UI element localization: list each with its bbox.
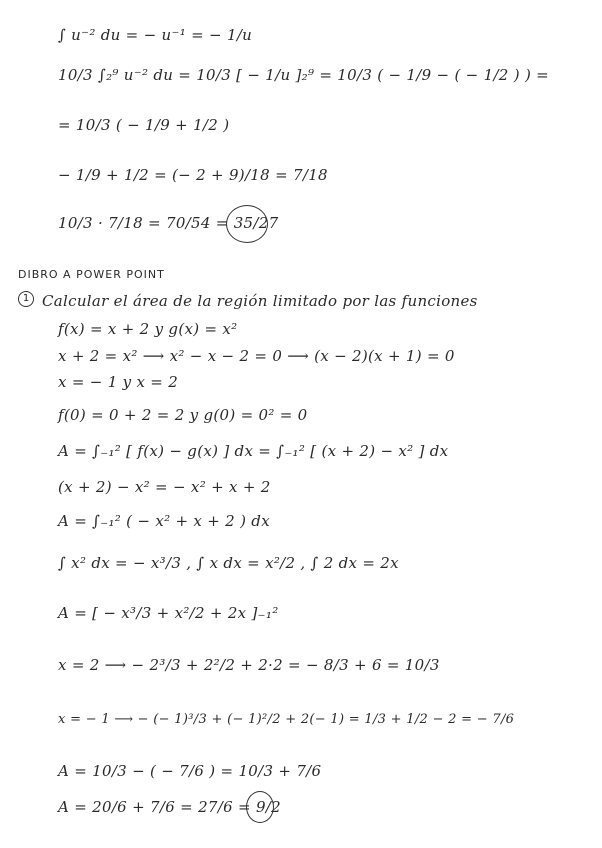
line-area-primitive: A = [ − x³/3 + x²/2 + 2x ]₋₁² [58,604,279,622]
line-area-expanded: A = ∫₋₁² ( − x² + x + 2 ) dx [58,512,270,530]
line-area-final: A = 20/6 + 7/6 = 27/6 = 9/2 [58,798,281,816]
line-evaluate-lower: x = − 1 ⟶ − (− 1)³/3 + (− 1)²/2 + 2(− 1) = 1/3 + 1/2 − 2 = − 7/6 [58,712,515,727]
line-substitution: = 10/3 ( − 1/9 + 1/2 ) [58,116,230,134]
line-integrand-simplified: (x + 2) − x² = − x² + x + 2 [58,478,271,496]
line-product-result: 10/3 · 7/18 = 70/54 = 35/27 [58,214,279,232]
line-evaluate-zero: f(0) = 0 + 2 = 2 y g(0) = 0² = 0 [58,406,308,424]
line-antiderivatives: ∫ x² dx = − x³/3 , ∫ x dx = x²/2 , ∫ 2 dx = 2x [58,554,399,572]
line-area-integral: A = ∫₋₁² [ f(x) − g(x) ] dx = ∫₋₁² [ (x + 2) − x² ] dx [58,442,449,460]
line-functions: f(x) = x + 2 y g(x) = x² [58,320,238,338]
problem-number-marker: 1 [18,291,34,307]
line-integral-u: ∫ u⁻² du = − u⁻¹ = − 1/u [58,26,253,44]
line-definite-integral: 10/3 ∫₂⁹ u⁻² du = 10/3 [ − 1/u ]₂⁹ = 10/3 ( − 1/9 − ( − 1/2 ) ) = [58,66,550,84]
line-area-difference: A = 10/3 − ( − 7/6 ) = 10/3 + 7/6 [58,762,322,780]
result-circle [226,205,268,243]
final-answer-circle [246,791,274,823]
line-fraction-sum: − 1/9 + 1/2 = (− 2 + 9)/18 = 7/18 [58,166,328,184]
line-intersection-equation: x + 2 = x² ⟶ x² − x − 2 = 0 ⟶ (x − 2)(x + 1) = 0 [58,347,455,365]
line-evaluate-upper: x = 2 ⟶ − 2³/3 + 2²/2 + 2·2 = − 8/3 + 6 = 10/3 [58,656,440,674]
line-roots: x = − 1 y x = 2 [58,373,179,391]
section-heading: DIBRO A POWER POINT [18,268,165,281]
problem-statement: Calcular el área de la región limitado por las funciones [42,292,478,310]
